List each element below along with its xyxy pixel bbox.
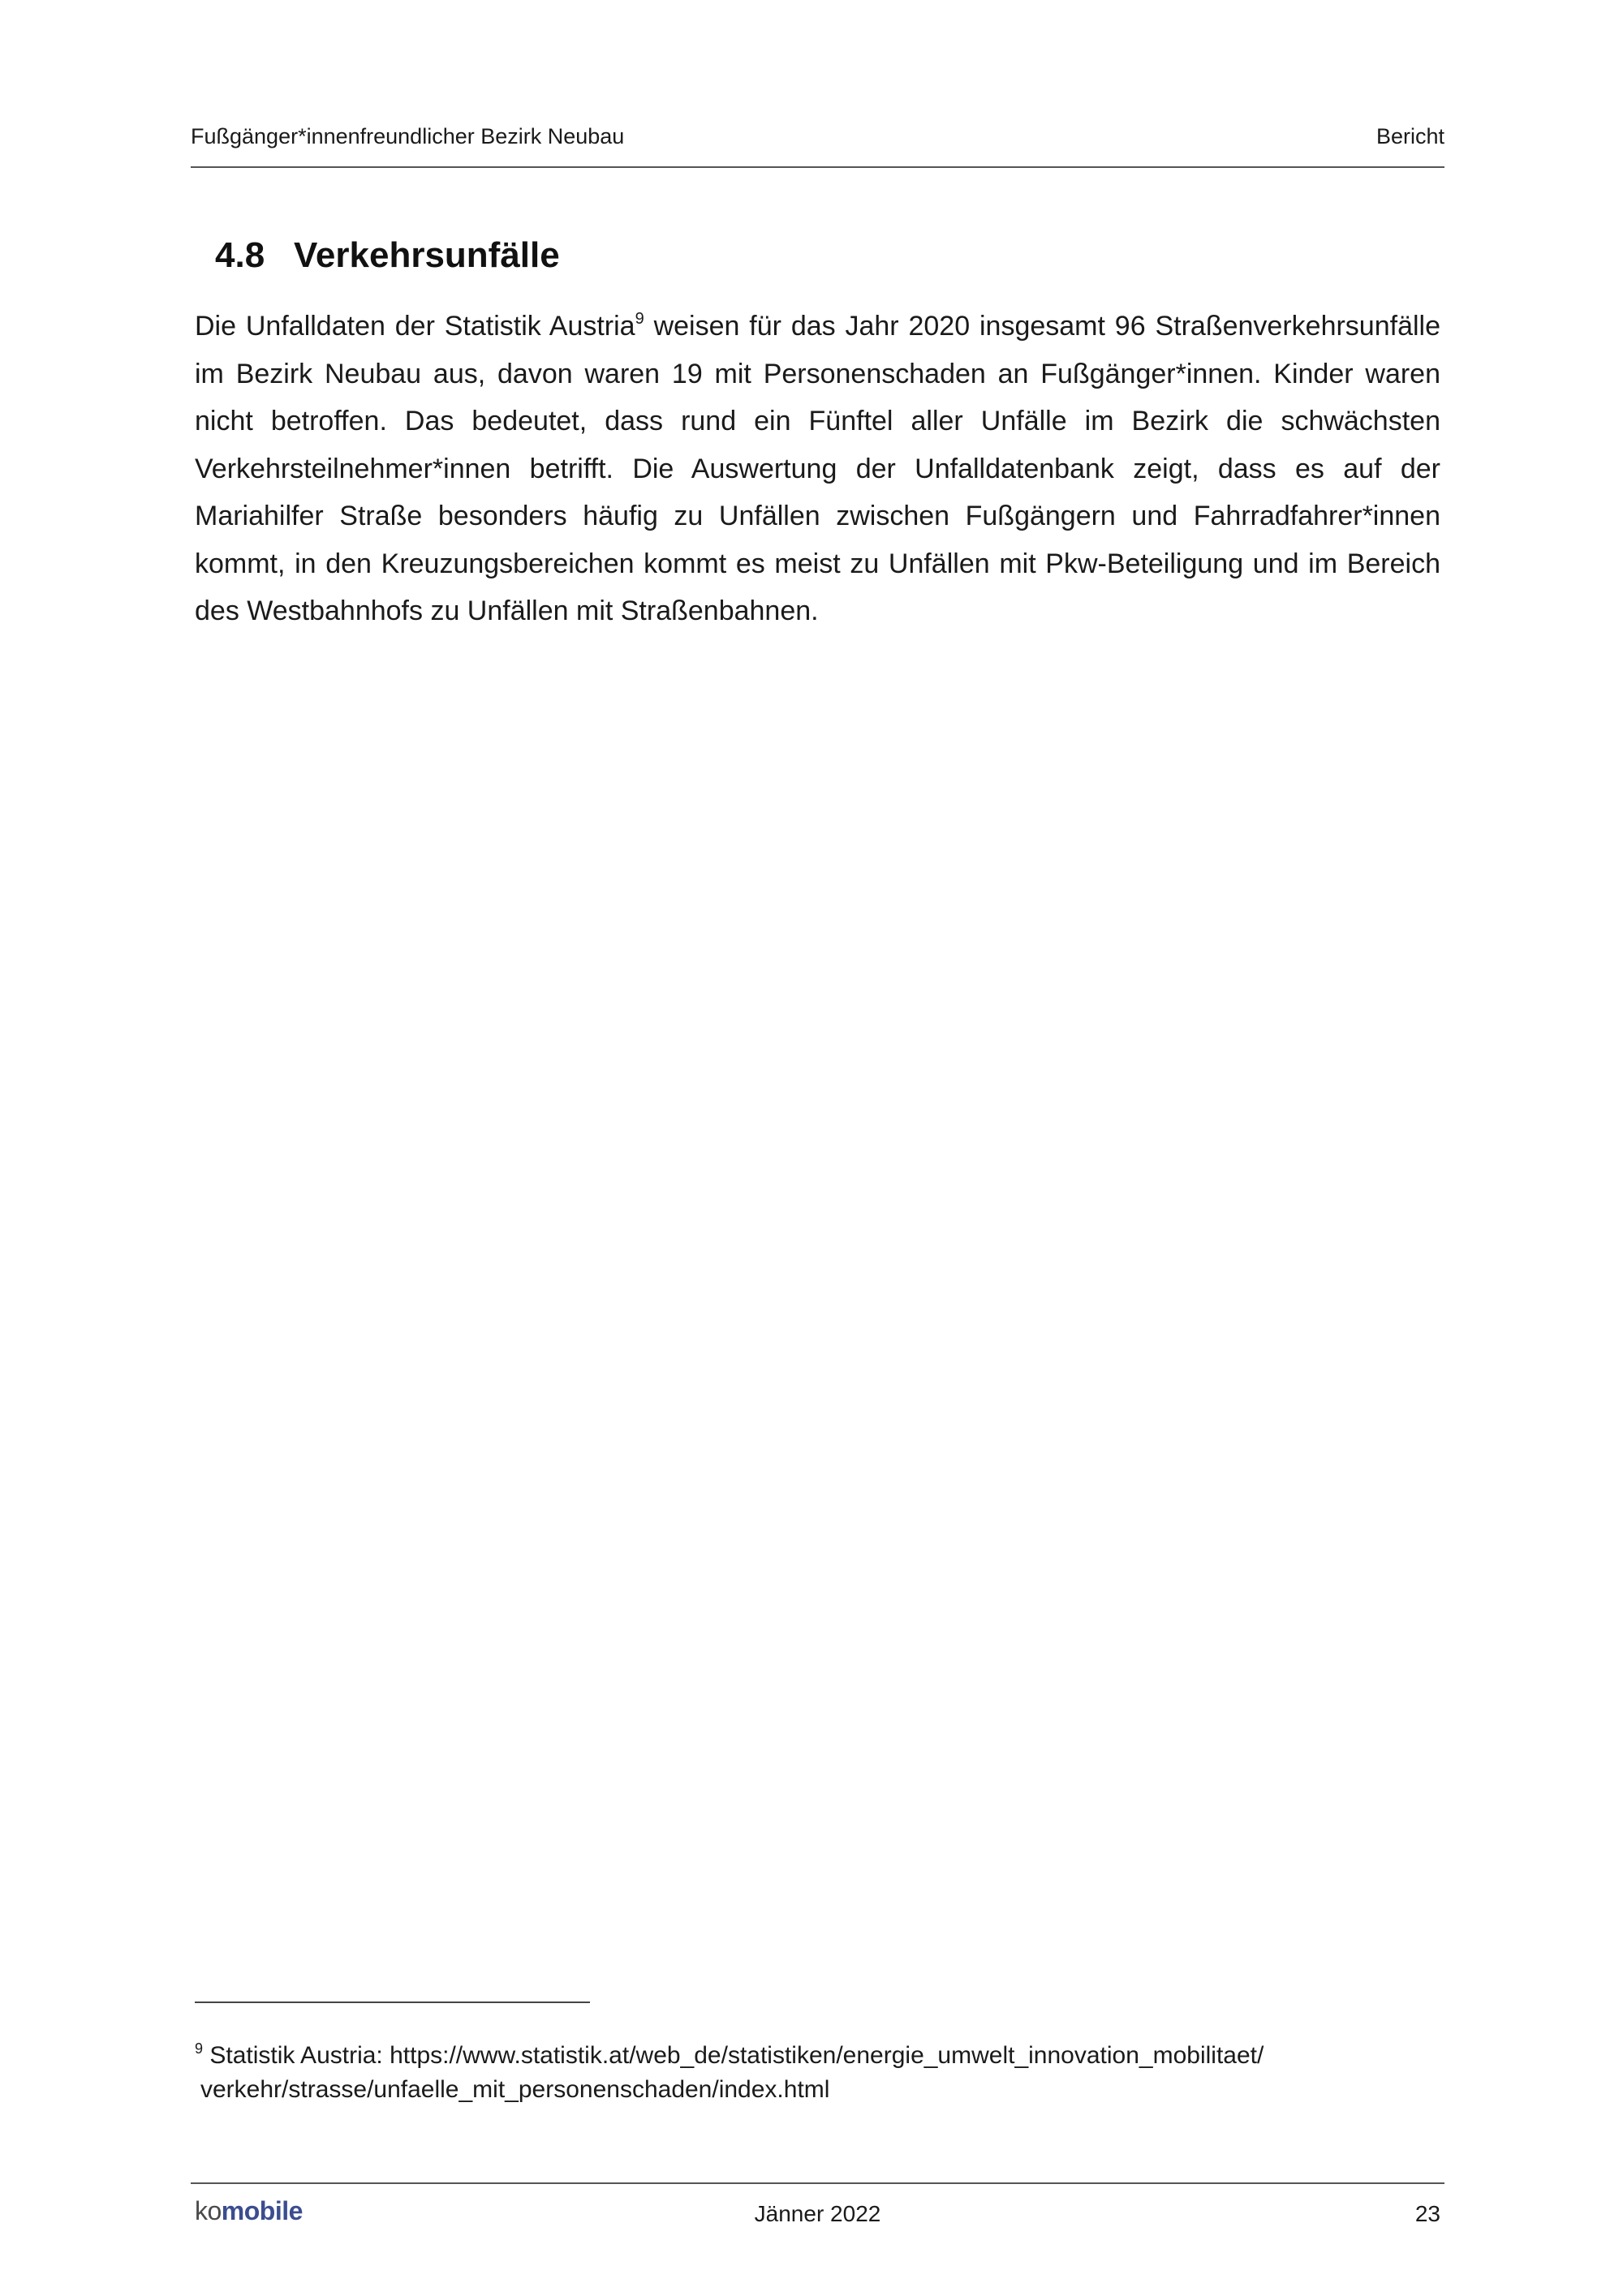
- footer-date: Jänner 2022: [754, 2201, 881, 2226]
- paragraph-text-rest: weisen für das Jahr 2020 insgesamt 96 Straßenverkehrsunfälle im Bezirk Neubau aus, davon waren 19 mit Personenschaden an Fußgänger*innen. Kinder waren nicht betroffen. Das bedeutet, dass rund ein Fünftel aller Unfälle im Bezirk die schwächsten Verkehrsteilnehmer*innen betrifft. Die Auswertung der Unfalldatenbank zeigt, dass es auf der Mariahilfer Straße besonders häufig zu Unfällen zwischen Fußgängern und Fahrradfahrer*innen kommt, in den Kreuzungsbereichen kommt es meist zu Unfällen mit Pkw-Beteiligung und im Bereich des Westbahnhofs zu Unfällen mit Straßenbahnen.: [195, 311, 1440, 626]
- footnote-reference[interactable]: 9: [635, 310, 644, 328]
- footnote-separator: [195, 2001, 590, 2003]
- section-title: Verkehrsunfälle: [294, 235, 560, 275]
- logo-text-ko: ko: [195, 2196, 222, 2225]
- header-report-label: Bericht: [1375, 124, 1444, 148]
- footnote-mark: 9: [195, 2040, 204, 2057]
- page-number: 23: [1414, 2201, 1440, 2226]
- footnote-text-line2[interactable]: verkehr/strasse/unfaelle_mit_personenschaden/index.html: [200, 2076, 830, 2103]
- footer-separator: [191, 2182, 1444, 2184]
- footnote: [195, 2039, 1461, 2107]
- footnote-text-line1[interactable]: Statistik Austria: https://www.statistik.at/web_de/statistiken/energie_umwelt_innovation_mobilitaet/: [203, 2042, 1264, 2069]
- header-document-title: Fußgänger*innenfreundlicher Bezirk Neubau: [191, 124, 625, 148]
- body-paragraph: [195, 303, 1440, 635]
- logo-text-mobile: mobile: [221, 2196, 303, 2225]
- page-footer: [195, 2195, 1440, 2231]
- section-number: 4.8: [215, 235, 265, 275]
- paragraph-text-start: Die Unfalldaten der Statistik Austria: [195, 311, 635, 342]
- section-heading: [215, 231, 560, 280]
- page-header: [191, 122, 1444, 168]
